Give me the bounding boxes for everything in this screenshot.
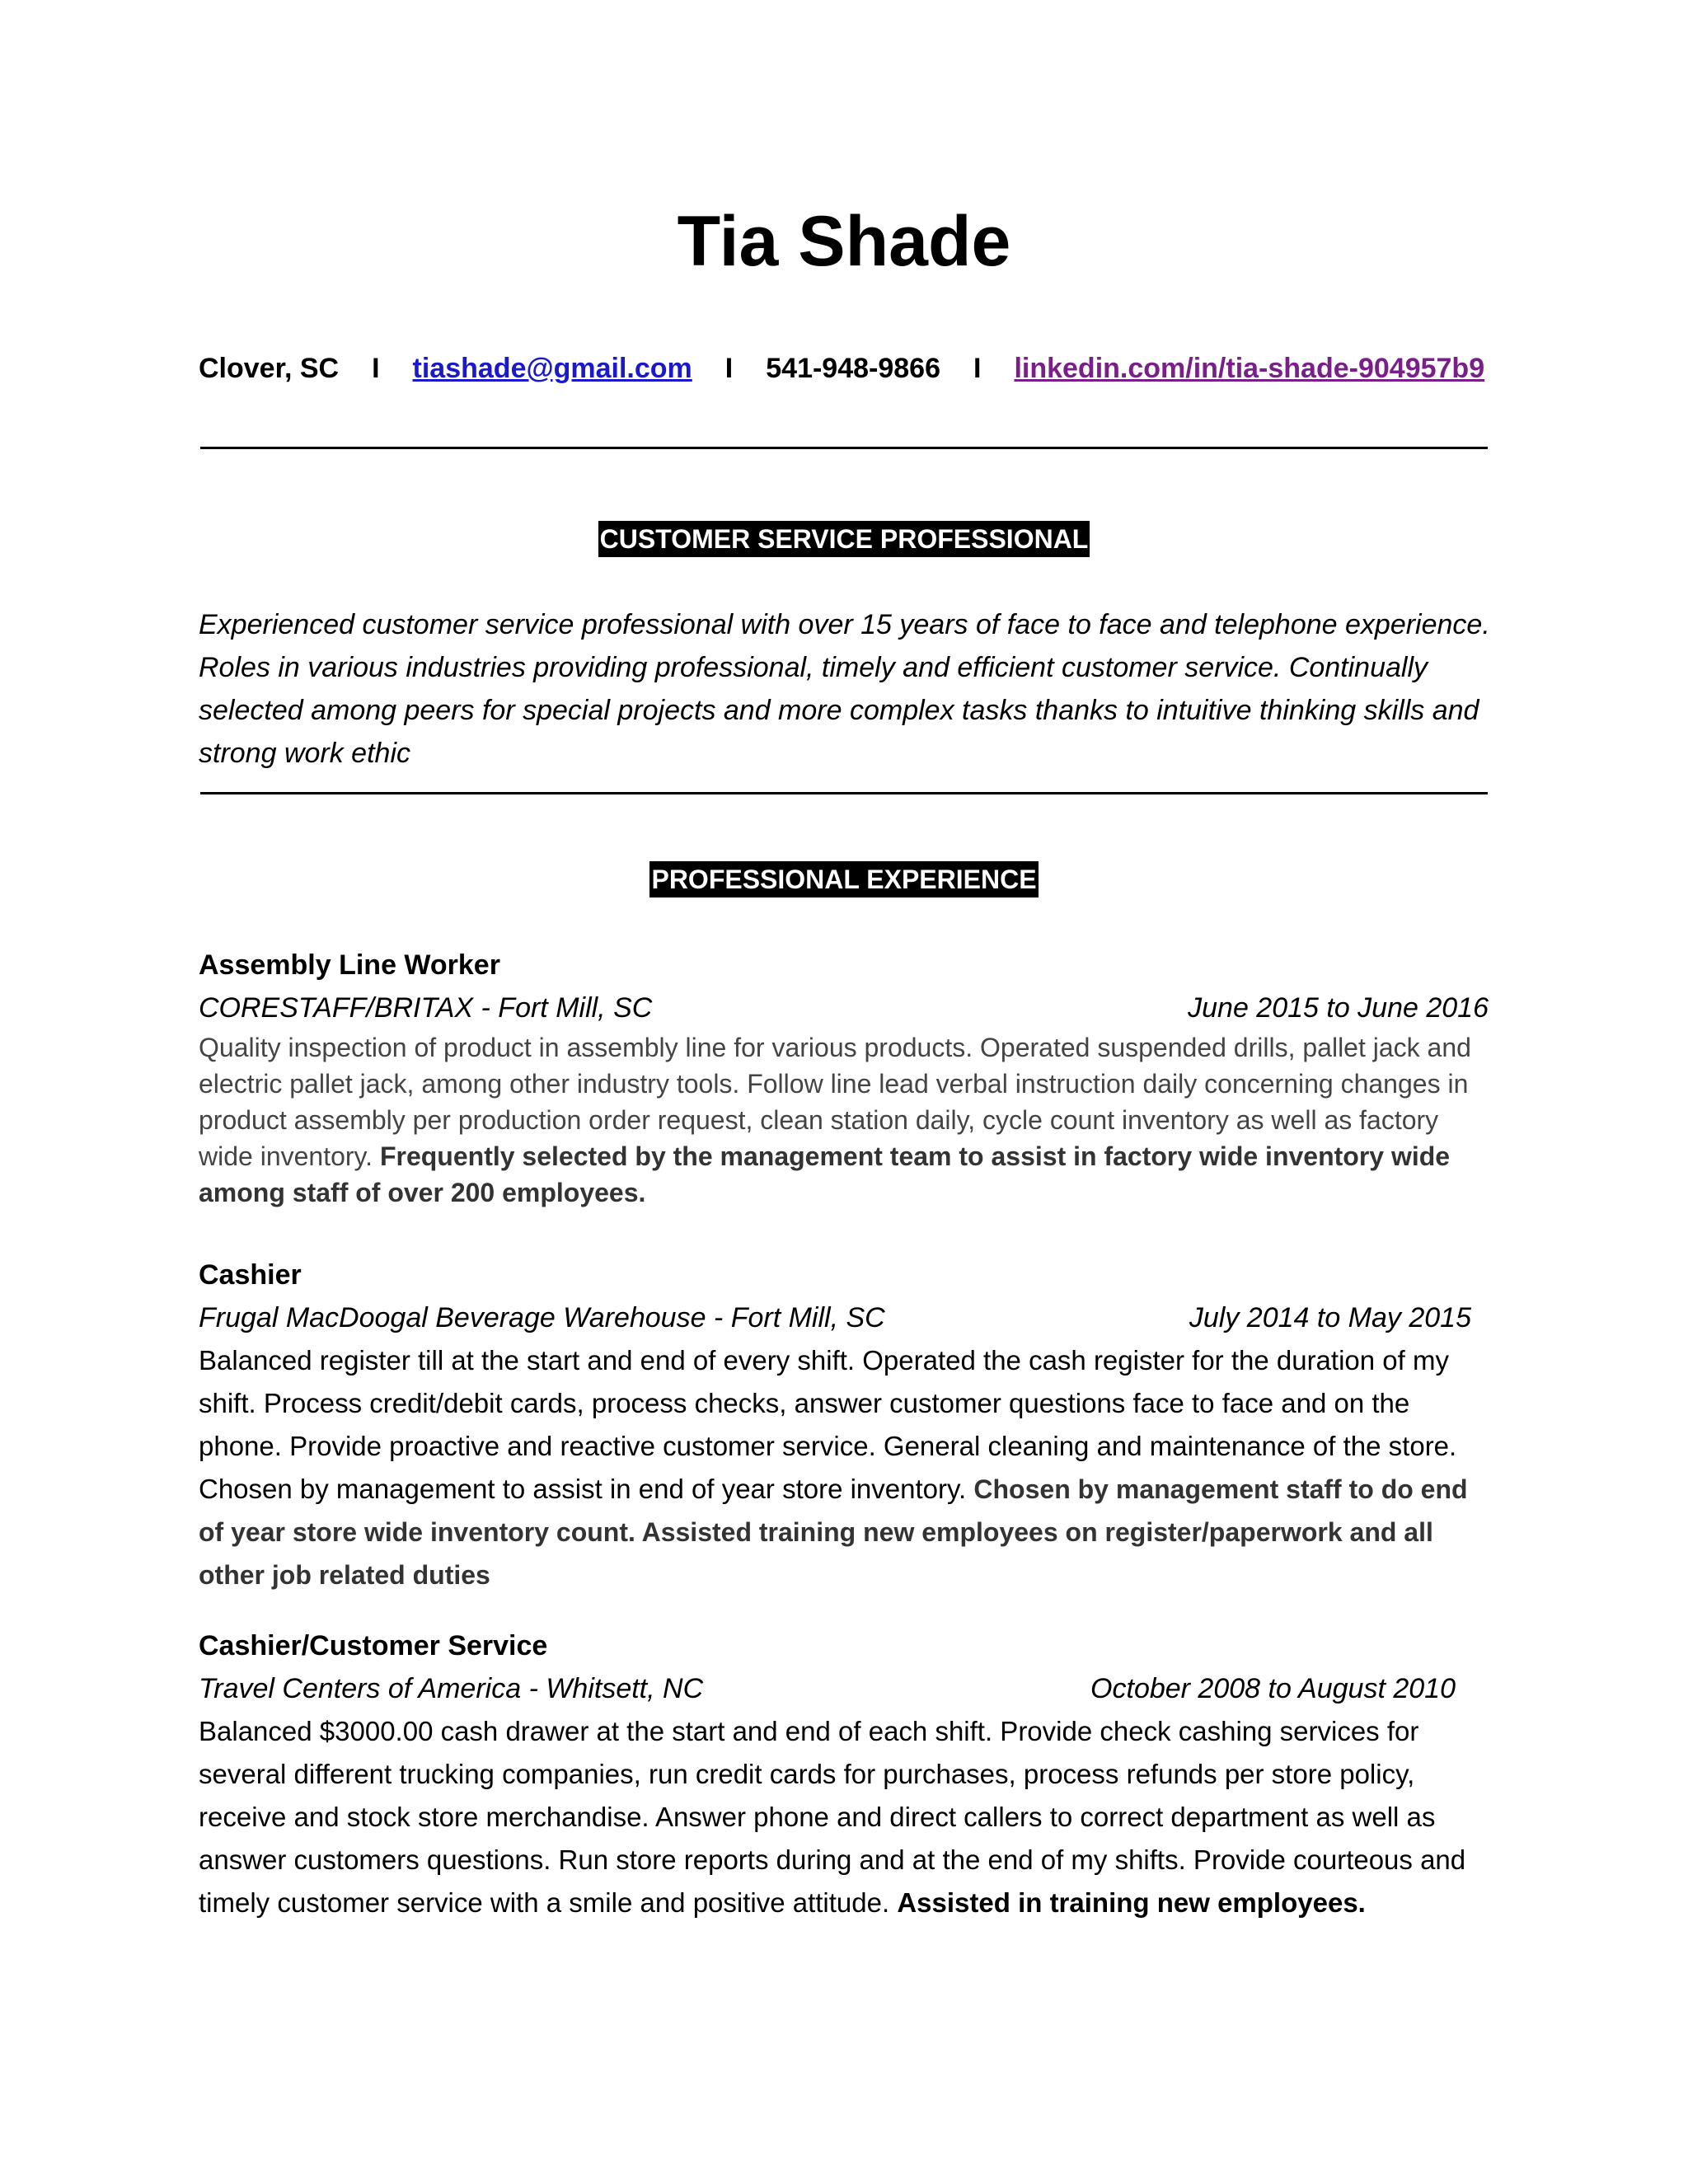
job-meta: [199, 1667, 1489, 1710]
candidate-name: Tia Shade: [677, 202, 1011, 281]
job-description: [199, 1339, 1489, 1596]
job-title: Assembly Line Worker: [199, 949, 500, 981]
separator: I: [973, 353, 982, 384]
job-meta: [199, 987, 1489, 1029]
job-description: [199, 1710, 1489, 1924]
job-highlight: Frequently selected by the management team to assist in factory wide inventory wide among staff of over 200 employees.: [199, 1141, 1451, 1207]
job-dates: October 2008 to August 2010: [1090, 1673, 1456, 1704]
job-dates: June 2015 to June 2016: [1188, 992, 1489, 1024]
job-company: Frugal MacDoogal Beverage Warehouse - Fort Mill, SC: [199, 1302, 885, 1333]
job-description: [199, 1029, 1489, 1211]
phone-number: 541-948-9866: [766, 353, 940, 384]
divider: [200, 792, 1488, 794]
job-highlight: Assisted in training new employees.: [897, 1887, 1366, 1918]
job-title: Cashier/Customer Service: [199, 1630, 548, 1661]
separator: I: [372, 353, 380, 384]
divider: [200, 447, 1488, 449]
email-link[interactable]: tiashade@gmail.com: [412, 353, 692, 384]
job-entry: [199, 944, 1489, 1211]
job-description-text: Quality inspection of product in assembly line for various products. Operated suspended drills, pallet jack and electric pallet jack, among other industry tools. Follow line lead verbal instruction daily concerning changes in product assembly per production order request, clean station daily, cycle count inventory as well as factory wide inventory.: [199, 1033, 1471, 1171]
experience-heading-label: PROFESSIONAL EXPERIENCE: [649, 861, 1038, 898]
linkedin-link[interactable]: linkedin.com/in/tia-shade-904957b9: [1014, 353, 1485, 384]
job-description-text: Balanced $3000.00 cash drawer at the start and end of each shift. Provide check cashing services for several different trucking companies, run credit cards for purchases, process refunds per store policy, receive and stock store merchandise. Answer phone and direct callers to correct department as well as answer customers questions. Run store reports during and at the end of my shifts. Provide courteous and timely customer service with a smile and positive attitude.: [199, 1716, 1466, 1918]
summary-heading: [0, 521, 1688, 557]
summary-text: Experienced customer service professional with over 15 years of face to face and telephone experience. Roles in various industries providing professional, timely and efficient customer service. Continually selected among peers for special projects and more complex tasks thanks to intuitive thinking skills and strong work ethic: [199, 609, 1490, 769]
experience-heading: [0, 861, 1688, 898]
job-entry: [199, 1254, 1489, 1596]
job-entry: [199, 1624, 1489, 1924]
job-description-text: Balanced register till at the start and end of every shift. Operated the cash register for the duration of my shift. Process credit/debit cards, process checks, answer customer questions face to face and on the phone. Provide proactive and reactive customer service. General cleaning and maintenance of the store. Chosen by management to assist in end of year store inventory.: [199, 1345, 1457, 1504]
contact-line: [199, 349, 1484, 387]
job-meta: [199, 1296, 1489, 1339]
job-company: Travel Centers of America - Whitsett, NC: [199, 1673, 704, 1704]
location: Clover, SC: [199, 353, 340, 384]
separator: I: [724, 353, 734, 384]
job-title: Cashier: [199, 1259, 302, 1291]
job-dates: July 2014 to May 2015: [1189, 1302, 1471, 1333]
summary-heading-label: CUSTOMER SERVICE PROFESSIONAL: [598, 521, 1090, 557]
job-highlight: Chosen by management staff to do end of year store wide inventory count. Assisted training new employees on register/paperwork and all other job related duties: [199, 1474, 1468, 1590]
job-company: CORESTAFF/BRITAX - Fort Mill, SC: [199, 992, 653, 1024]
